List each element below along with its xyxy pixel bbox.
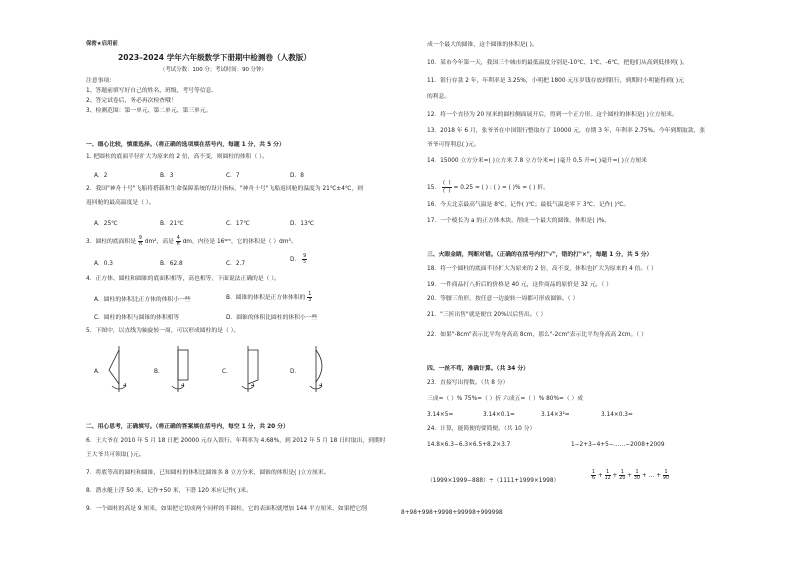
question-text: 23．直接写出得数。（共 8 分） <box>427 380 509 386</box>
option: B．21℃ <box>160 221 184 227</box>
question-text: 13．2018 年 6 月，张爷爷在中国银行整取存了 10000 元，存期 3 年，年利率 2.75%。今年到期取款，张 <box>427 128 706 134</box>
option: B．3 <box>160 173 174 179</box>
section-heading: 一、细心比较，慎重选择。（将正确的选项填在括号内，每题 1 分，共 5 分） <box>86 142 285 148</box>
option: D． $\frac{9}{5}$ <box>290 254 307 265</box>
figure-label: B． <box>154 369 164 375</box>
question-text: 12．将一个直径为 20 厘米的圆柱侧面展开后，得到一个正方形。这个圆柱的体积是( )立方厘米。 <box>427 112 678 118</box>
option: A．2 <box>94 173 108 179</box>
figure-label: D． <box>290 369 301 375</box>
page-title: 2023–2024 学年六年级数学下册期中检测卷（人教版） <box>118 53 311 62</box>
fraction: $\frac{4}{\pi}$ <box>176 236 180 247</box>
question-text: 16．今天北京最高气温是 8℃，记作( )℃；最低气温是零下 3℃，记作( )℃。 <box>427 202 630 208</box>
question-text: 6．王大爷在 2010 年 5 月 18 日把 20000 元存入银行，年利率为 4.68%，到 2012 年 5 月 18 日时取出，到期时 <box>86 438 386 444</box>
figure-c <box>236 344 262 394</box>
fraction: $\frac{9}{\pi}$ <box>138 236 142 247</box>
question-text: 11．银行存款 2 年，年利率是 3.25%，小明把 1800 元压岁钱存放到银行，到期时小明能得到( )元 <box>427 78 684 84</box>
figure-a <box>106 344 132 394</box>
figure-d <box>304 344 330 394</box>
calc-item: 3.14×0.3= <box>601 412 633 418</box>
secret-label: 保密★启用前 <box>86 41 118 47</box>
question-text: 9．一个圆柱的高是 9 厘米，如果把它切成两个同样的半圆柱，它的表面积就增加 144 平方厘米，如果把它削 <box>86 506 367 512</box>
question-text: 4．正方体、圆柱和圆锥的底面积相等，高也相等，下面说法正确的是（ ）。 <box>86 276 280 282</box>
note-item: 3、检测范围：第一单元、第二单元、第三单元。 <box>86 108 212 114</box>
option: A．25℃ <box>94 221 118 227</box>
question-text: 成一个最大的圆锥，这个圆锥的体积是( )。 <box>427 42 538 48</box>
question-text: 8．潜水艇上浮 50 米，记作+50 米，下潜 120 米应记作( )米。 <box>86 488 252 494</box>
option: C．2.7 <box>226 261 246 267</box>
calc-item: 3.14×5= <box>427 412 454 418</box>
option: A．圆柱的体积比正方体的体积小一些 <box>94 297 191 303</box>
question-text: 14．15000 立方分米=( )立方米 7.8 立方分米=( )毫升 0.5 升=( )毫升=( )立方厘米 <box>427 158 648 164</box>
calc-item: 14.8×6.3−6.3×6.5+8.2×3.7 <box>427 442 511 448</box>
calc-item: 3.14×0.1= <box>483 412 515 418</box>
option: B．圆锥的体积是正方体体积的 $\frac{1}{3}$ <box>226 292 312 303</box>
question-text: 17．一个棱长为 a 的正方体木块，削成一个最大的圆锥，体积是( )%。 <box>427 218 611 224</box>
question-text: 10．某市今年第一天，我国三个城市的最低温度分别是-10℃、1℃、-6℃，把他们从高到低排列( )。 <box>427 60 688 66</box>
section-heading: 二、用心思考，正确填写。（将正确的答案填在括号内，每空 1 分，共 20 分） <box>86 424 289 430</box>
note-item: 1、答题前填写好自己的姓名、班级、考号等信息。 <box>86 88 218 94</box>
question-text: 18．将一个圆柱的底面半径扩大为原来的 2 倍，高不变，体积也扩大为原来的 4 倍。（ ） <box>427 266 657 272</box>
question-text: 24．计算，能简便的要简便。（共 10 分） <box>427 426 536 432</box>
calc-item: 8+98+998+9998+99998+999998 <box>401 510 503 516</box>
question-text: 5．下图中，以直线为轴旋转一周，可以形成圆柱的是（ ）。 <box>86 328 240 334</box>
question-text: 2．我国"神舟十号"飞船将搭载和生命保障系统的设计指标，"神舟十号"飞船返回舱的温度为 21℃±4℃，则 <box>86 186 364 192</box>
right-column <box>397 0 794 562</box>
question-3: 3．圆柱的底面积是 $\frac{9}{\pi}$ dm²，高是 $\frac{4}{\pi}$ dm，内径是 16ʷᵐ，它的体积是（ ）dm³。 <box>86 236 297 247</box>
fraction-sum: $\frac{1}{6}$ + $\frac{1}{12}$ + $\frac{1}{20}$ + $\frac{1}{30}$ + … + $\frac{1}{90}$ <box>592 470 670 481</box>
figure-label: A． <box>94 369 104 375</box>
question-text: 1. 把圆柱的底面半径扩大为原来的 2 倍，高不变，则圆柱的体积（ ）。 <box>86 154 268 160</box>
calc-item: 3.14×3²= <box>541 412 570 418</box>
question-text: 返回舱的最高温度是（ ）。 <box>86 200 155 206</box>
calc-item: （1999×1999−888）÷（1111+1999×1998） <box>427 478 560 484</box>
option: D．13℃ <box>290 221 315 227</box>
question-text: 19．一件商品打八折后的价格是 40 元，这件商品的原价是 32 元。（ ） <box>427 282 612 288</box>
question-text: 22．如果"-8cm"表示比平均身高高 8cm，那么"-2cm"表示比平均身高高 2cm。（ ） <box>427 332 647 338</box>
question-text: 21．"三折出售"就是便宜 20%以后售出。（ ） <box>427 312 547 318</box>
option: A．0.3 <box>94 261 113 267</box>
option: B．62.8 <box>160 261 183 267</box>
figure-label: C． <box>222 369 232 375</box>
question-text: 的利息。 <box>427 94 451 100</box>
option: C．圆柱的体积与圆锥的体积相等 <box>94 315 180 321</box>
exam-meta: （考试分数：100 分；考试时间：90 分钟） <box>160 67 267 73</box>
question-text: 20．等腰三角形，按任意一边旋转一周都可形成圆锥。（ ） <box>427 296 579 302</box>
calc-line: 三成=（ ）% 75%=（ ）折 六成五=（ ）% 80%=（ ）成 <box>427 396 584 402</box>
section-heading: 四、一丝不苟，准确计算。（共 34 分） <box>427 366 529 372</box>
note-item: 2、答完试卷后，务必再次检查哦！ <box>86 98 177 104</box>
option: D．圆锥的体积比圆柱的体积小一些 <box>226 315 318 321</box>
question-15: 15． $\frac{( )}{( )}$ = 0.25 = ( ) : ( ) = ( )% = ( ) 折。 <box>427 180 549 194</box>
section-heading: 三、火眼金睛，判断对错。（正确的在括号内打"√"，错的打"×"，每题 1 分，共 5 分） <box>427 252 653 258</box>
question-text: 爷爷可得利息( )元。 <box>427 142 480 148</box>
question-text: 7．将底等高的圆柱和圆锥，已知圆柱的体积比圆锥多 8 立方分米，圆锥的体积是( )立方厘米。 <box>86 470 330 476</box>
option: C．17℃ <box>226 221 250 227</box>
question-text: 王大爷共可领取( )元。 <box>86 452 145 458</box>
calc-item: 1−2+3−4+5−……−2008+2009 <box>571 442 665 448</box>
option: C．7 <box>226 173 240 179</box>
option: D．8 <box>290 173 304 179</box>
notes-heading: 注意事项： <box>86 78 115 84</box>
figure-b <box>168 344 194 394</box>
